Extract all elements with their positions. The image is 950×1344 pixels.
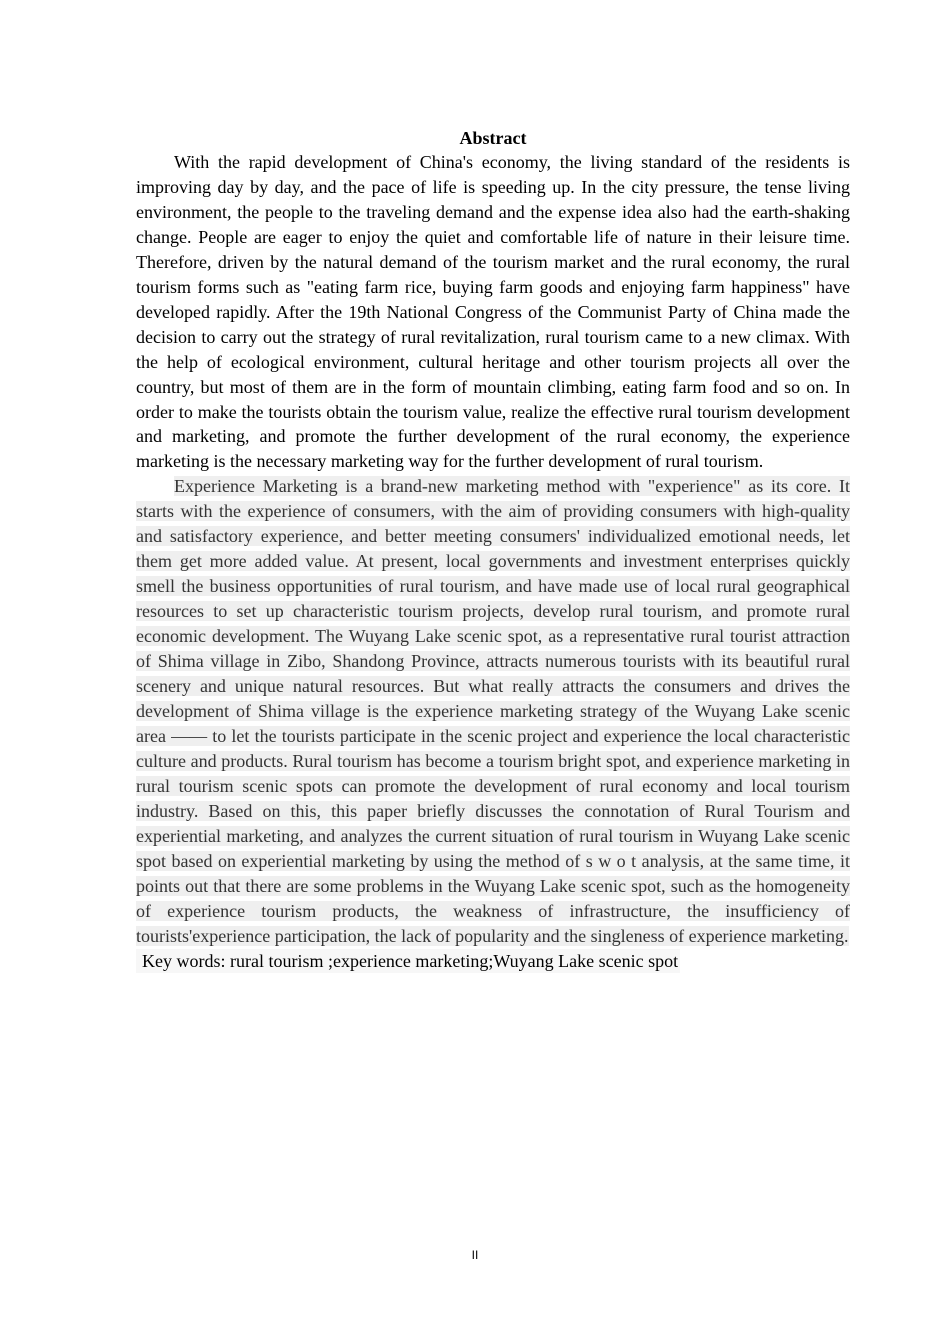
- keywords-line: Key words: rural tourism ;experience marketing;Wuyang Lake scenic spot: [136, 949, 680, 974]
- abstract-paragraph-2: [136, 474, 850, 948]
- highlighted-text: Experience Marketing is a brand-new marketing method with "experience" as its core. It starts with the experience of consumers, with the aim of providing consumers with high-quality and satisfactory experience, and better meeting consumers' individualized emotional needs, let them get more added value. At present, local governments and investment enterprises quickly smell the business opportunities of rural tourism, and have made use of local rural geographical resources to set up characteristic tourism projects, develop rural tourism, and promote rural economic development. The Wuyang Lake scenic spot, as a representative rural tourist attraction of Shima village in Zibo, Shandong Province, attracts numerous tourists with its beautiful rural scenery and unique natural resources. But what really attracts the consumers and drives the development of Shima village is the experience marketing strategy of the Wuyang Lake scenic area —— to let the tourists participate in the scenic project and experience the local characteristic culture and products. Rural tourism has become a tourism bright spot, and experience marketing in rural tourism scenic spots can promote the development of rural economy and local tourism industry. Based on this, this paper briefly discusses the connotation of Rural Tourism and experiential marketing, and analyzes the current situation of rural tourism in Wuyang Lake scenic spot based on experiential marketing by using the method of s w o t analysis, at the same time, it points out that there are some problems in the Wuyang Lake scenic spot, such as the homogeneity of experience tourism products, the weakness of infrastructure, the insufficiency of tourists'experience participation, the lack of popularity and the singleness of experience marketing.: [136, 476, 850, 946]
- abstract-title: Abstract: [459, 128, 527, 148]
- page-number: II: [471, 1248, 479, 1262]
- abstract-paragraph-1: With the rapid development of China's economy, the living standard of the residents is improving day by day, and the pace of life is speeding up. In the city pressure, the tense living environment, the people to the traveling demand and the expense idea also had the earth-shaking change. People are eager to enjoy the quiet and comfortable life of nature in their leisure time. Therefore, driven by the natural demand of the tourism market and the rural economy, the rural tourism forms such as "eating farm rice, buying farm goods and enjoying farm happiness" have developed rapidly. After the 19th National Congress of the Communist Party of China made the decision to carry out the strategy of rural revitalization, rural tourism came to a new climax. With the help of ecological environment, cultural heritage and other tourism projects all over the country, but most of them are in the form of mountain climbing, eating farm food and so on. In order to make the tourists obtain the tourism value, realize the effective rural tourism development and marketing, and promote the further development of the rural economy, the experience marketing is the necessary marketing way for the further development of rural tourism.: [136, 152, 850, 472]
- document-body: [136, 126, 850, 973]
